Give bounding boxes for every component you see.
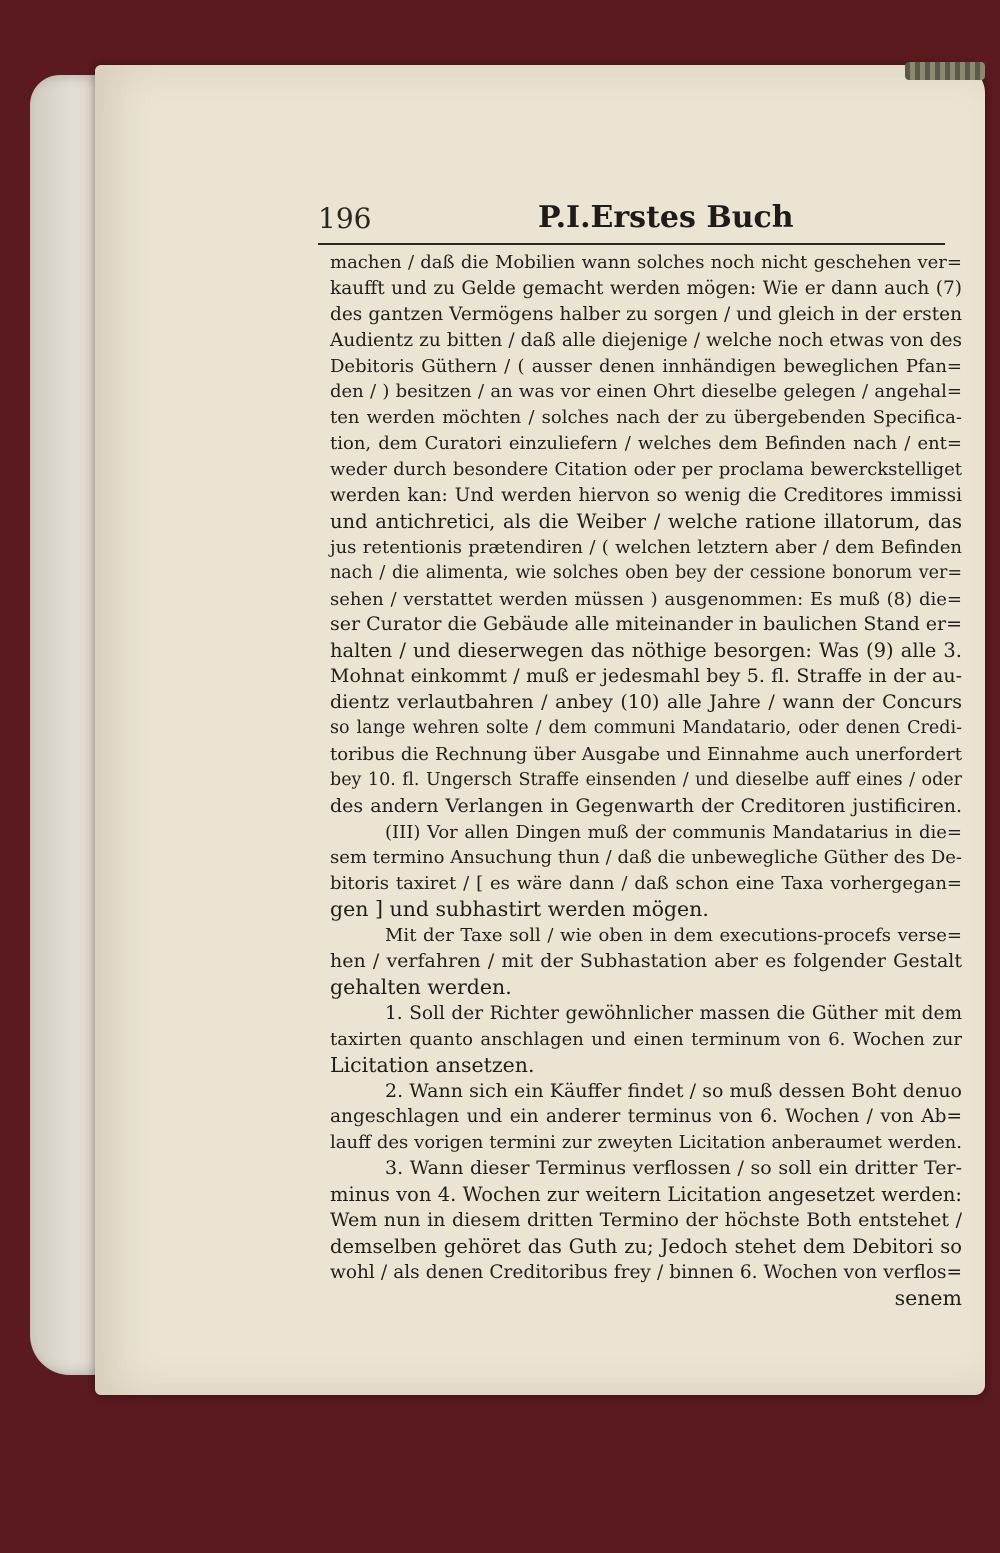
catchword: senem	[894, 1285, 962, 1310]
text-line: ten werden möchten / solches nach der zu übergebenden Specifica-	[330, 407, 962, 429]
ribbon-marker	[905, 62, 985, 80]
text-line: machen / daß die Mobilien wann solches noch nicht geschehen ver=	[330, 252, 962, 273]
text-line: weder durch besondere Citation oder per proclama bewerckstelliget	[330, 459, 962, 481]
text-line: taxirten quanto anschlagen und einen terminum von 6. Wochen zur	[330, 1028, 962, 1050]
text-line: und antichretici, als die Weiber / welche ratione illatorum, das	[330, 509, 962, 533]
text-line: Debitoris Güthern / ( ausser denen innhändigen beweglichen Pfan=	[330, 355, 962, 377]
body-text	[330, 250, 962, 1312]
text-line: demselben gehöret das Guth zu; Jedoch stehet dem Debitori so	[330, 1234, 962, 1258]
text-line: Mohnat einkommt / muß er jedesmahl bey 5. fl. Straffe in der au-	[330, 665, 962, 688]
text-line: Mit der Taxe soll / wie oben in dem executions-procefs verse=	[385, 925, 962, 947]
running-head: P.I.Erstes Buch	[538, 200, 794, 235]
text-line: wohl / als denen Creditoribus frey / binnen 6. Wochen von verflos=	[330, 1261, 962, 1283]
text-line: nach / die alimenta, wie solches oben bey der cessione bonorum ver=	[330, 562, 962, 583]
text-line: tion, dem Curatori einzuliefern / welches dem Befinden nach / ent=	[330, 433, 962, 455]
text-line: ser Curator die Gebäude alle miteinander in baulichen Stand er=	[330, 613, 963, 636]
text-line: kaufft und zu Gelde gemacht werden mögen: Wie er dann auch (7)	[330, 277, 962, 299]
text-line: minus von 4. Wochen zur weitern Licitation angesetzet werden:	[330, 1183, 962, 1207]
text-line: gen ] und subhastirt werden mögen.	[330, 897, 709, 922]
text-line: Licitation ansetzen.	[330, 1052, 535, 1077]
text-line: halten / und dieserwegen das nöthige besorgen: Was (9) alle 3.	[330, 639, 962, 663]
text-line: lauff des vorigen termini zur zweyten Licitation anberaumet werden.	[330, 1132, 962, 1154]
text-line: jus retentionis prætendiren / ( welchen letztern aber / dem Befinden	[330, 536, 962, 558]
header-rule	[318, 243, 945, 245]
text-line: des andern Verlangen in Gegenwarth der Creditoren justificiren.	[330, 794, 962, 817]
text-line: Audientz zu bitten / daß alle diejenige / welche noch etwas von des	[330, 329, 962, 351]
text-line: bey 10. fl. Ungersch Straffe einsenden / und dieselbe auff eines / oder	[330, 769, 962, 790]
text-line: sehen / verstattet werden müssen ) ausgenommen: Es muß (8) die=	[330, 588, 962, 610]
text-line: bitoris taxiret / [ es wäre dann / daß schon eine Taxa vorhergegan=	[330, 873, 962, 895]
text-line: so lange wehren solte / dem communi Mandatario, oder denen Credi-	[330, 718, 962, 739]
text-line: hen / verfahren / mit der Subhastation aber es folgender Gestalt	[330, 950, 962, 973]
text-line: angeschlagen und ein anderer terminus von 6. Wochen / von Ab=	[330, 1106, 962, 1128]
text-line: 3. Wann dieser Terminus verflossen / so soll ein dritter Ter-	[385, 1157, 962, 1180]
page-header	[318, 200, 948, 240]
text-line: toribus die Rechnung über Ausgabe und Einnahme auch unerfordert	[330, 743, 962, 765]
text-line: 1. Soll der Richter gewöhnlicher massen die Güther mit dem	[385, 1002, 962, 1024]
text-line: des gantzen Vermögens halber zu sorgen / und gleich in der ersten	[330, 303, 962, 325]
page-number: 196	[318, 202, 372, 235]
text-line: (III) Vor allen Dingen muß der communis Mandatarius in die=	[385, 821, 962, 843]
text-line: 2. Wann sich ein Käuffer findet / so muß dessen Boht denuo	[385, 1079, 962, 1102]
text-line: werden kan: Und werden hiervon so wenig die Creditores immissi	[330, 485, 962, 507]
text-line: den / ) besitzen / an was vor einen Ohrt dieselbe gelegen / angehal=	[330, 381, 962, 403]
text-line: gehalten werden.	[330, 974, 512, 999]
text-line: Wem nun in diesem dritten Termino der höchste Both entstehet /	[330, 1208, 962, 1231]
text-line: dientz verlautbahren / anbey (10) alle Jahre / wann der Concurs	[330, 691, 962, 714]
text-line: sem termino Ansuchung thun / daß die unbewegliche Güther des De-	[330, 847, 962, 869]
